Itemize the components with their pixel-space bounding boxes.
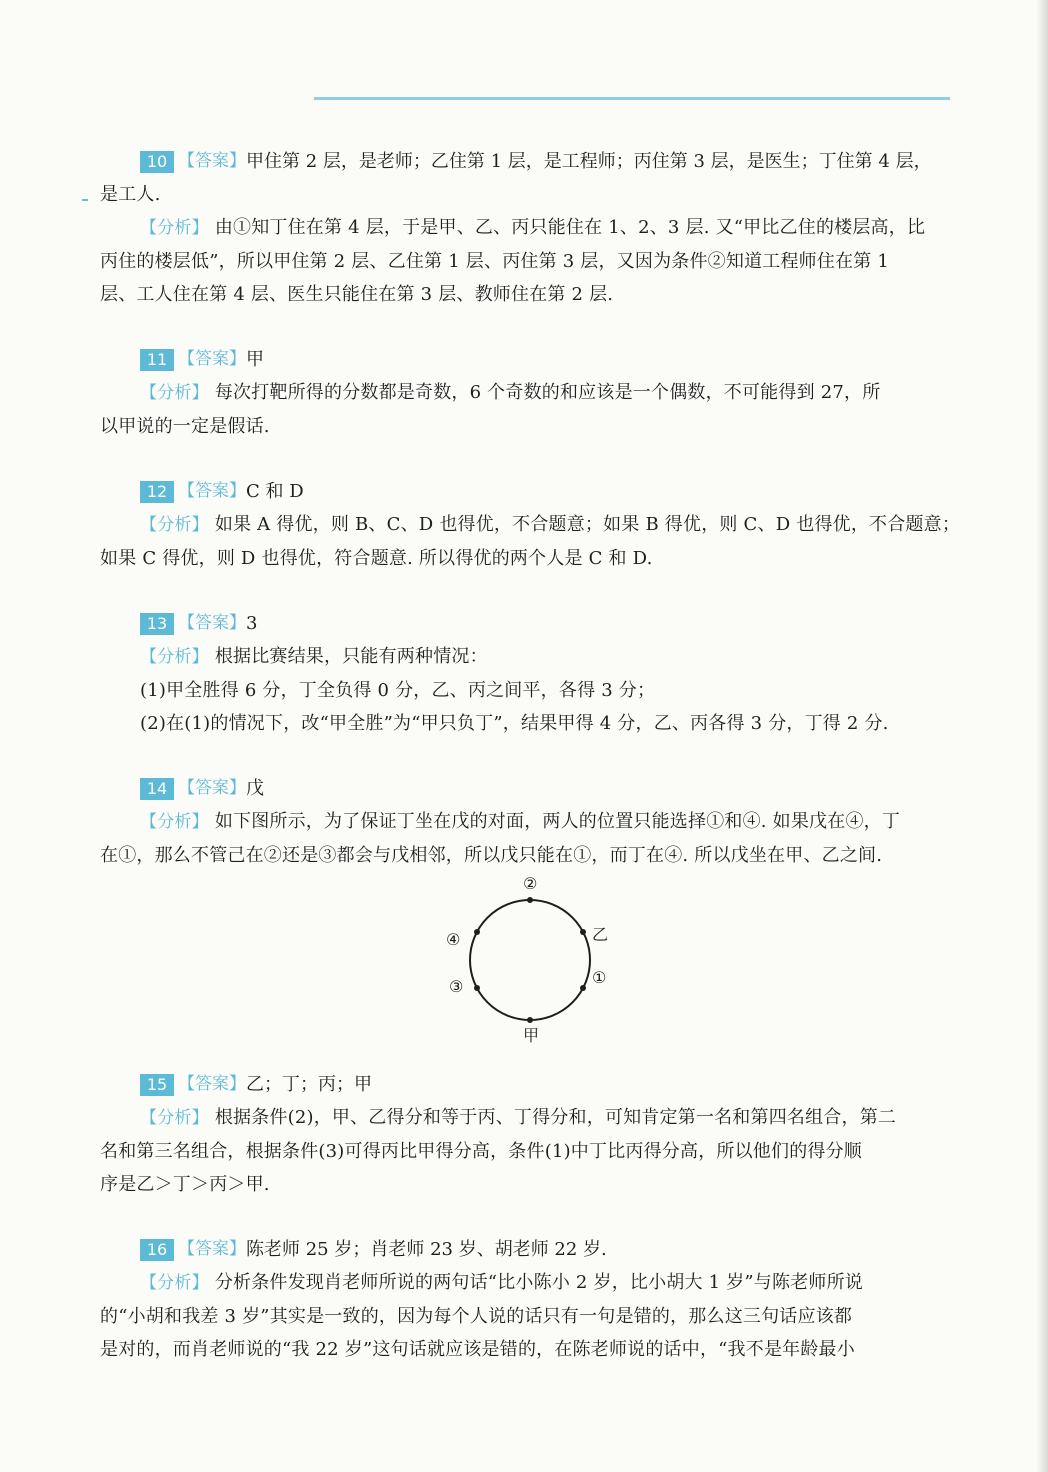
question-number-badge: 14 [140, 778, 174, 800]
analysis-line: 如果 C 得优，则 D 也得优，符合题意. 所以得优的两个人是 C 和 D. [100, 548, 653, 569]
analysis-line [100, 1266, 955, 1300]
seat-label-top: ② [523, 874, 538, 893]
answer-block-10 [100, 145, 955, 311]
analysis-line [100, 508, 961, 542]
seat-dot-right-upper [580, 929, 586, 935]
margin-mark [82, 199, 88, 201]
answer-block-12 [100, 475, 961, 575]
analysis-tag: 【分析】 [140, 1273, 209, 1293]
seat-label-right-lower: ① [592, 968, 607, 987]
answer-text: 乙；丁；丙；甲 [246, 1074, 372, 1095]
question-number-badge: 10 [140, 151, 174, 173]
answer-tag: 【答案】 [178, 1239, 246, 1259]
analysis-line: 序是乙＞丁＞丙＞甲. [100, 1174, 270, 1195]
analysis-line: 丙住的楼层低”，所以甲住第 2 层、乙住第 1 层、丙住第 3 层，又因为条件②知道工程师住在第 1 [100, 251, 890, 272]
question-number-badge: 11 [140, 349, 174, 371]
answer-block-16 [100, 1233, 955, 1366]
analysis-tag: 【分析】 [140, 1108, 209, 1128]
seat-dot-top [527, 897, 533, 903]
analysis-text: 根据条件(2)，甲、乙得分和等于丙、丁得分和，可知肯定第一名和第四名组合，第二 [214, 1107, 897, 1128]
analysis-tag: 【分析】 [140, 383, 209, 403]
answer-text: 甲 [246, 349, 264, 370]
analysis-line: 以甲说的一定是假话. [100, 416, 270, 437]
analysis-text: 分析条件发现肖老师所说的两句话“比小陈小 2 岁，比小胡大 1 岁”与陈老师所说 [214, 1272, 864, 1293]
answer-block-11 [100, 343, 955, 443]
answer-block-14 [100, 772, 955, 872]
page-edge-shadow [1036, 0, 1048, 1472]
seating-circle-diagram [100, 876, 955, 1048]
answer-tag: 【答案】 [178, 1074, 246, 1094]
question-number-badge: 12 [140, 481, 174, 503]
answer-tag: 【答案】 [178, 481, 246, 501]
analysis-line: 层、工人住在第 4 层、医生只能住在第 3 层、教师住在第 2 层. [100, 284, 614, 305]
answer-row [100, 145, 955, 178]
answer-block-13 [100, 607, 955, 740]
answer-tag: 【答案】 [178, 778, 246, 798]
analysis-line: 的“小胡和我差 3 岁”其实是一致的，因为每个人说的话只有一句是错的，那么这三句话应该都 [100, 1306, 853, 1327]
answer-text: 戊 [246, 778, 264, 799]
analysis-text: 如下图所示，为了保证丁坐在戊的对面，两人的位置只能选择①和④. 如果戊在④，丁 [214, 811, 901, 832]
analysis-text: 每次打靶所得的分数都是奇数，6 个奇数的和应该是一个偶数，不可能得到 27，所 [214, 382, 881, 403]
analysis-line [100, 211, 955, 245]
analysis-tag: 【分析】 [140, 812, 209, 832]
answer-content [100, 145, 961, 1398]
answer-row [100, 1233, 955, 1266]
analysis-line: (1)甲全胜得 6 分，丁全负得 0 分，乙、丙之间平，各得 3 分； [140, 680, 656, 701]
seat-label-left-upper: ④ [446, 930, 461, 949]
seating-circle-svg [440, 876, 640, 1048]
question-number-badge: 15 [140, 1074, 174, 1096]
answer-tag: 【答案】 [178, 349, 246, 369]
answer-text: 甲住第 2 层，是老师；乙住第 1 层，是工程师；丙住第 3 层，是医生；丁住第 4 层， [246, 151, 932, 172]
seat-label-right-upper: 乙 [592, 925, 609, 944]
header-rule [314, 97, 950, 100]
analysis-line [100, 640, 955, 674]
answer-text: C 和 D [246, 481, 304, 502]
analysis-line: 是对的，而肖老师说的“我 22 岁”这句话就应该是错的，在陈老师说的话中，“我不是年龄最小 [100, 1339, 855, 1360]
table-circle [470, 900, 590, 1020]
answer-row [100, 772, 955, 805]
answer-tag: 【答案】 [178, 151, 246, 171]
seat-dot-left-lower [474, 985, 480, 991]
analysis-text: 由①知丁住在第 4 层，于是甲、乙、丙只能住在 1、2、3 层. 又“甲比乙住的楼层高，比 [214, 217, 926, 238]
analysis-text: 如果 A 得优，则 B、C、D 也得优，不合题意；如果 B 得优，则 C、D 也得优，不合题意； [214, 514, 961, 535]
answer-tag: 【答案】 [178, 613, 246, 633]
answer-row [100, 607, 955, 640]
analysis-line [100, 805, 955, 839]
analysis-line [100, 376, 955, 410]
analysis-tag: 【分析】 [140, 515, 209, 535]
answer-text-continued: 是工人. [100, 184, 161, 205]
answer-row [100, 1068, 955, 1101]
analysis-line: (2)在(1)的情况下，改“甲全胜”为“甲只负丁”，结果甲得 4 分，乙、丙各得 3 分，丁得 2 分. [140, 713, 889, 734]
analysis-line: 名和第三名组合，根据条件(3)可得丙比甲得分高，条件(1)中丁比丙得分高，所以他们的得分顺 [100, 1141, 862, 1162]
seat-dot-right-lower [580, 985, 586, 991]
answer-row [100, 475, 955, 508]
question-number-badge: 16 [140, 1239, 174, 1261]
answer-text: 3 [246, 613, 258, 634]
analysis-tag: 【分析】 [140, 647, 209, 667]
seat-label-left-lower: ③ [449, 977, 464, 996]
analysis-text: 根据比赛结果，只能有两种情况： [214, 646, 488, 667]
seat-label-bottom: 甲 [523, 1026, 540, 1045]
answer-text: 陈老师 25 岁；肖老师 23 岁、胡老师 22 岁. [246, 1239, 607, 1260]
answer-block-15 [100, 1068, 955, 1201]
question-number-badge: 13 [140, 613, 174, 635]
analysis-line: 在①，那么不管己在②还是③都会与戊相邻，所以戊只能在①，而丁在④. 所以戊坐在甲、乙之间. [100, 845, 883, 866]
analysis-tag: 【分析】 [140, 218, 209, 238]
seat-dot-left-upper [474, 929, 480, 935]
analysis-line [100, 1101, 955, 1135]
answer-row [100, 343, 955, 376]
